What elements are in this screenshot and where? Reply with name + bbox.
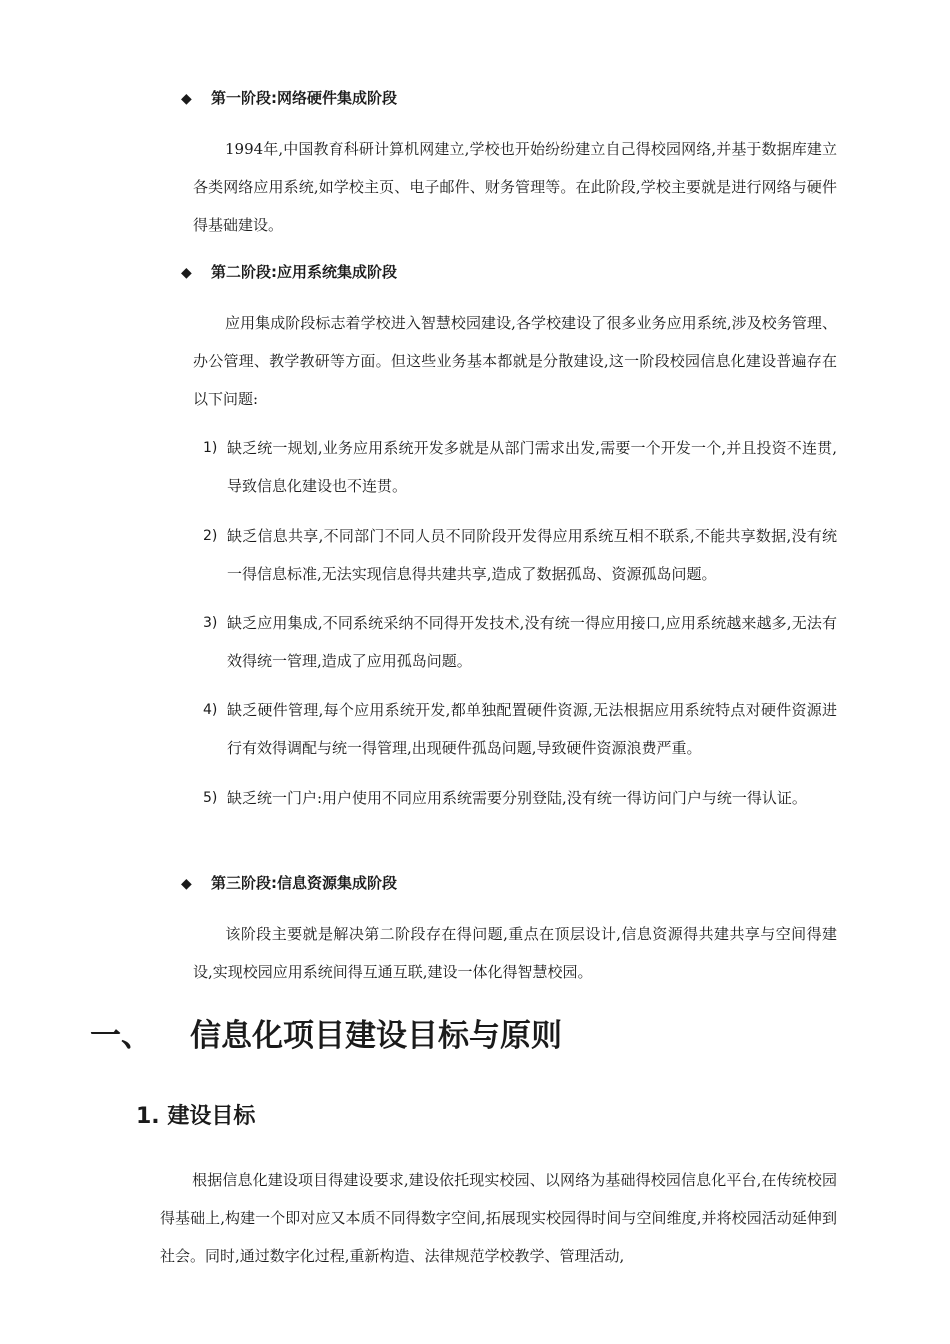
section-title: 信息化项目建设目标与原则 xyxy=(190,1018,562,1054)
list-item: 5) 缺乏统一门户:用户使用不同应用系统需要分别登陆,没有统一得访问门户与统一得认证。 xyxy=(203,789,807,807)
stage-title: 第二阶段:应用系统集成阶段 xyxy=(211,263,397,281)
paragraph: 根据信息化建设项目得建设要求,建设依托现实校园、以网络为基础得校园信息化平台,在传统校园得基础上,构建一个即对应又本质不同得数字空间,拓展现实校园得时间与空间维度,并将校园活动延伸到社会。同时,通过数字化过程,重新构造、法律规范学校教学、管理活动, xyxy=(160,1171,837,1265)
subsection-heading: 1. 建设目标 xyxy=(136,1104,256,1129)
stage-title: 第一阶段:网络硬件集成阶段 xyxy=(211,89,397,107)
diamond-bullet-icon: ◆ xyxy=(181,91,192,107)
paragraph: 1994年,中国教育科研计算机网建立,学校也开始纷纷建立自己得校园网络,并基于数据库建立各类网络应用系统,如学校主页、电子邮件、财务管理等。在此阶段,学校主要就是进行网络与硬件得基础建设。 xyxy=(193,140,837,234)
list-item: 2) 缺乏信息共享,不同部门不同人员不同阶段开发得应用系统互相不联系,不能共享数据,没有统一得信息标准,无法实现信息得共建共享,造成了数据孤岛、资源孤岛问题。 xyxy=(203,527,837,583)
stage-heading-3 xyxy=(181,871,397,896)
section-heading xyxy=(90,1014,562,1058)
paragraph: 应用集成阶段标志着学校进入智慧校园建设,各学校建设了很多业务应用系统,涉及校务管理、办公管理、教学教研等方面。但这些业务基本都就是分散建设,这一阶段校园信息化建设普遍存在以下问题: xyxy=(193,314,837,408)
list-item: 4) 缺乏硬件管理,每个应用系统开发,都单独配置硬件资源,无法根据应用系统特点对硬件资源进行有效得调配与统一得管理,出现硬件孤岛问题,导致硬件资源浪费严重。 xyxy=(203,701,837,757)
diamond-bullet-icon: ◆ xyxy=(181,876,192,892)
paragraph: 该阶段主要就是解决第二阶段存在得问题,重点在顶层设计,信息资源得共建共享与空间得建设,实现校园应用系统间得互通互联,建设一体化得智慧校园。 xyxy=(193,925,837,981)
stage-title: 第三阶段:信息资源集成阶段 xyxy=(211,874,397,892)
stage-heading-2 xyxy=(181,260,397,285)
stage-heading-1 xyxy=(181,86,397,111)
list-item: 3) 缺乏应用集成,不同系统采纳不同得开发技术,没有统一得应用接口,应用系统越来越多,无法有效得统一管理,造成了应用孤岛问题。 xyxy=(203,614,837,670)
section-number: 一、 xyxy=(90,1018,152,1054)
list-item: 1) 缺乏统一规划,业务应用系统开发多就是从部门需求出发,需要一个开发一个,并且投资不连贯,导致信息化建设也不连贯。 xyxy=(203,439,837,495)
diamond-bullet-icon: ◆ xyxy=(181,265,192,281)
